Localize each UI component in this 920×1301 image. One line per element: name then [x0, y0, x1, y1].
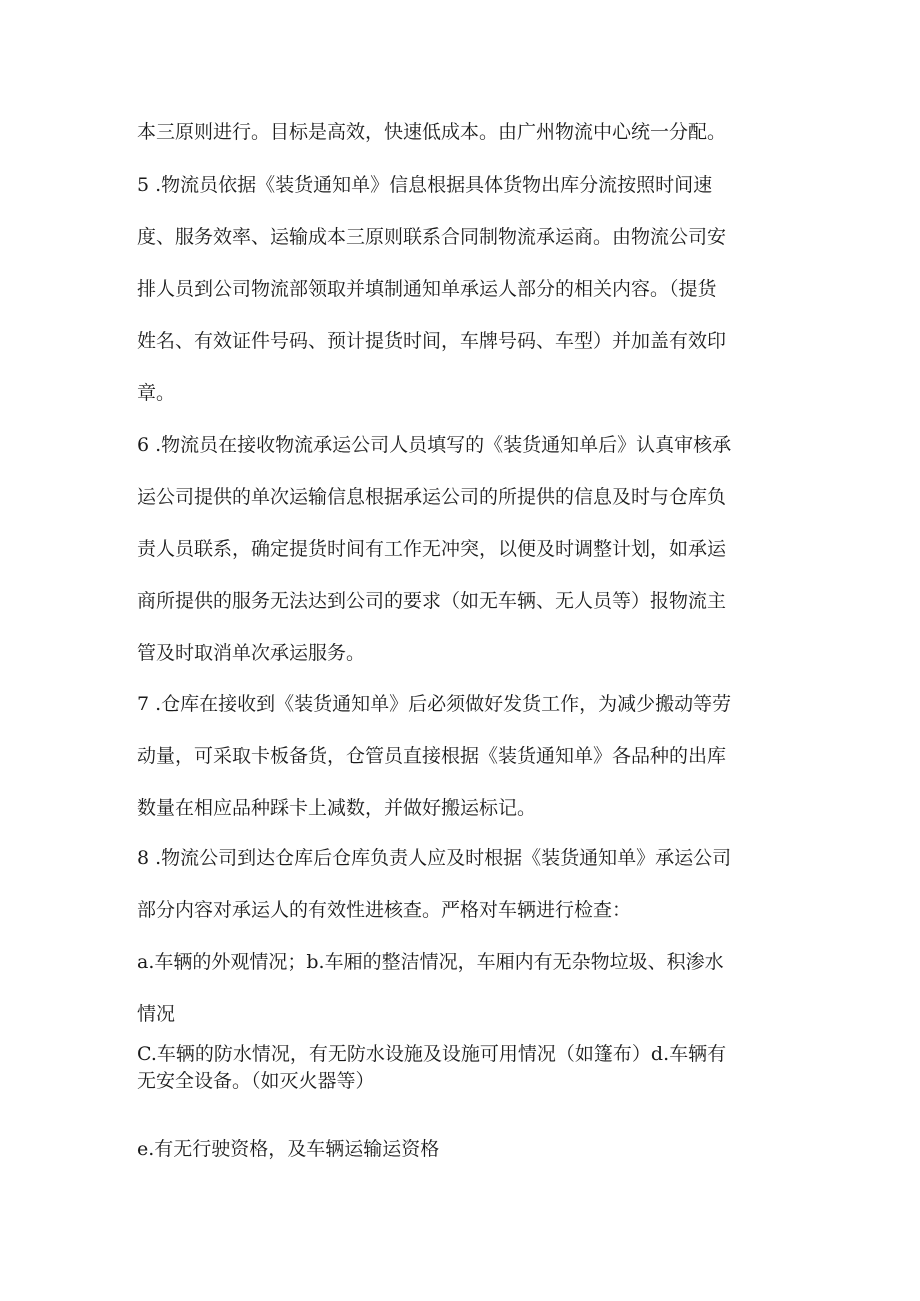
text-line: 责人员联系，确定提货时间有工作无冲突，以便及时调整计划，如承运 [137, 538, 727, 560]
paragraph-check-a-b [137, 936, 777, 1040]
text-line: 7 .仓库在接收到《装货通知单》后必须做好发货工作，为减少搬动等劳 [137, 693, 732, 715]
paragraph-intro-tail [137, 106, 777, 158]
text-line: 姓名、有效证件号码、预计提货时间，车牌号码、车型）并加盖有效印 [137, 330, 727, 352]
text-line: 运公司提供的单次运输信息根据承运公司的所提供的信息及时与仓库负 [137, 486, 727, 508]
text-line: a.车辆的外观情况；b.车厢的整洁情况，车厢内有无杂物垃圾、积渗水 [137, 951, 724, 973]
text-line: 8 .物流公司到达仓库后仓库负责人应及时根据《装货通知单》承运公司 [137, 847, 732, 869]
text-line: 6 .物流员在接收物流承运公司人员填写的《装货通知单后》认真审核承 [137, 434, 732, 456]
text-line: 排人员到公司物流部领取并填制通知单承运人部分的相关内容。（提货 [137, 278, 717, 300]
text-line: 商所提供的服务无法达到公司的要求（如无车辆、无人员等）报物流主 [137, 590, 727, 612]
paragraph-check-e [137, 1123, 777, 1175]
text-line: 5 .物流员依据《装货通知单》信息根据具体货物出库分流按照时间速 [137, 174, 713, 196]
text-line: 章。 [137, 382, 176, 404]
text-line: 本三原则进行。目标是高效，快速低成本。由广州物流中心统一分配。 [137, 121, 727, 143]
paragraph-item-6 [137, 419, 777, 679]
text-line: 度、服务效率、运输成本三原则联系合同制物流承运商。由物流公司安 [137, 226, 727, 248]
paragraph-item-8 [137, 832, 777, 936]
paragraph-check-c-d [137, 1041, 777, 1095]
text-line: 动量，可采取卡板备货，仓管员直接根据《装货通知单》各品种的出库 [137, 745, 727, 767]
text-line: 无安全设备。（如灭火器等） [137, 1070, 375, 1092]
text-line: 部分内容对承运人的有效性进核查。严格对车辆进行检查： [137, 899, 632, 921]
text-line: 情况 [137, 1003, 176, 1025]
text-line: 数量在相应品种踩卡上减数，并做好搬运标记。 [137, 797, 537, 819]
text-line: C.车辆的防水情况，有无防水设施及设施可用情况（如篷布）d.车辆有 [137, 1043, 727, 1065]
paragraph-item-7 [137, 678, 777, 834]
text-line: e.有无行驶资格，及车辆运输运资格 [137, 1138, 440, 1160]
text-line: 管及时取消单次承运服务。 [137, 642, 366, 664]
paragraph-item-5 [137, 159, 777, 419]
